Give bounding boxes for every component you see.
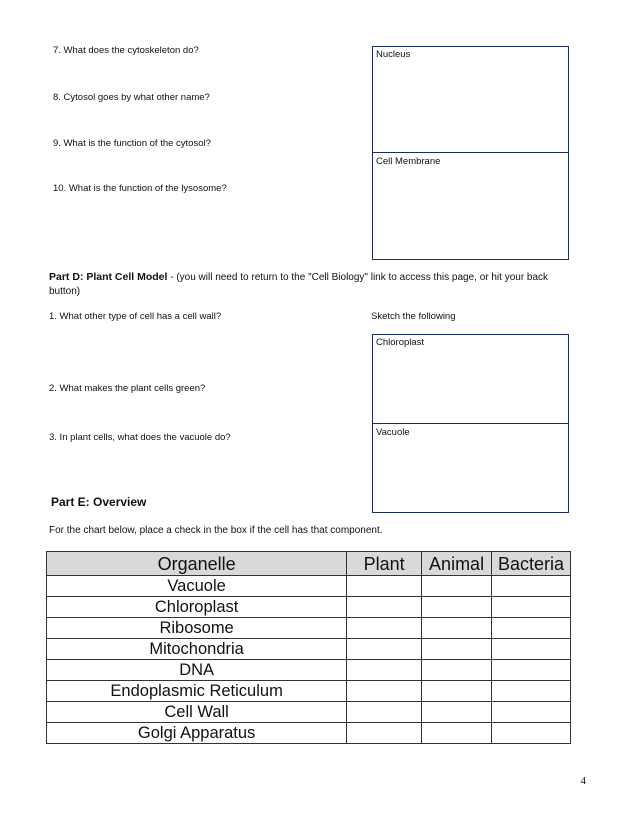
table-row xyxy=(47,597,571,618)
check-cell-bacteria[interactable] xyxy=(492,681,571,702)
part-e-instructions: For the chart below, place a check in the box if the cell has that component. xyxy=(49,525,383,536)
check-cell-plant[interactable] xyxy=(347,702,422,723)
organelle-table xyxy=(46,551,571,744)
check-cell-bacteria[interactable] xyxy=(492,597,571,618)
part-d-title: Part D: Plant Cell Model xyxy=(49,271,168,283)
part-d-heading xyxy=(49,270,569,299)
part-d-question-3: 3. In plant cells, what does the vacuole do? xyxy=(49,432,231,443)
part-d-question-2: 2. What makes the plant cells green? xyxy=(49,383,206,394)
check-cell-plant[interactable] xyxy=(347,576,422,597)
organelle-name: Endoplasmic Reticulum xyxy=(47,681,347,702)
check-cell-animal[interactable] xyxy=(422,702,492,723)
sketch-label-nucleus: Nucleus xyxy=(376,49,411,60)
sketch-label-vacuole: Vacuole xyxy=(376,427,410,438)
table-row xyxy=(47,660,571,681)
check-cell-plant[interactable] xyxy=(347,660,422,681)
header-plant: Plant xyxy=(347,552,422,576)
question-7: 7. What does the cytoskeleton do? xyxy=(53,45,199,56)
table-row xyxy=(47,702,571,723)
page-number: 4 xyxy=(580,775,586,787)
check-cell-bacteria[interactable] xyxy=(492,576,571,597)
sketch-label-chloroplast: Chloroplast xyxy=(376,337,425,348)
check-cell-bacteria[interactable] xyxy=(492,723,571,744)
sketch-label-cell-membrane: Cell Membrane xyxy=(376,156,441,167)
table-row xyxy=(47,681,571,702)
check-cell-bacteria[interactable] xyxy=(492,639,571,660)
check-cell-animal[interactable] xyxy=(422,723,492,744)
check-cell-animal[interactable] xyxy=(422,639,492,660)
check-cell-bacteria[interactable] xyxy=(492,618,571,639)
part-e-title: Part E: Overview xyxy=(51,495,147,509)
check-cell-plant[interactable] xyxy=(347,618,422,639)
question-10: 10. What is the function of the lysosome? xyxy=(53,183,227,194)
check-cell-plant[interactable] xyxy=(347,597,422,618)
check-cell-animal[interactable] xyxy=(422,576,492,597)
organelle-name: Vacuole xyxy=(47,576,347,597)
organelle-name: Cell Wall xyxy=(47,702,347,723)
organelle-name: Golgi Apparatus xyxy=(47,723,347,744)
organelle-name: Chloroplast xyxy=(47,597,347,618)
sketch-box-divider xyxy=(373,423,568,424)
table-row xyxy=(47,618,571,639)
check-cell-animal[interactable] xyxy=(422,681,492,702)
sketch-prompt: Sketch the following xyxy=(371,311,456,322)
check-cell-animal[interactable] xyxy=(422,618,492,639)
question-9: 9. What is the function of the cytosol? xyxy=(53,138,211,149)
sketch-box-divider xyxy=(373,152,568,153)
organelle-name: DNA xyxy=(47,660,347,681)
check-cell-animal[interactable] xyxy=(422,597,492,618)
check-cell-plant[interactable] xyxy=(347,681,422,702)
table-row xyxy=(47,723,571,744)
part-d-question-1: 1. What other type of cell has a cell wall? xyxy=(49,311,222,322)
header-bacteria: Bacteria xyxy=(492,552,571,576)
table-row xyxy=(47,576,571,597)
sketch-box-nucleus-membrane[interactable] xyxy=(372,46,569,260)
sketch-box-chloroplast-vacuole[interactable] xyxy=(372,334,569,513)
check-cell-animal[interactable] xyxy=(422,660,492,681)
check-cell-bacteria[interactable] xyxy=(492,660,571,681)
header-animal: Animal xyxy=(422,552,492,576)
organelle-name: Mitochondria xyxy=(47,639,347,660)
check-cell-bacteria[interactable] xyxy=(492,702,571,723)
table-row xyxy=(47,639,571,660)
header-organelle: Organelle xyxy=(47,552,347,576)
part-d-instructions: - (you will need to return to the "Cell Biology" link to access this page, or hit your back button) xyxy=(49,272,549,297)
check-cell-plant[interactable] xyxy=(347,723,422,744)
table-header-row xyxy=(47,552,571,576)
question-8: 8. Cytosol goes by what other name? xyxy=(53,92,210,103)
organelle-name: Ribosome xyxy=(47,618,347,639)
check-cell-plant[interactable] xyxy=(347,639,422,660)
